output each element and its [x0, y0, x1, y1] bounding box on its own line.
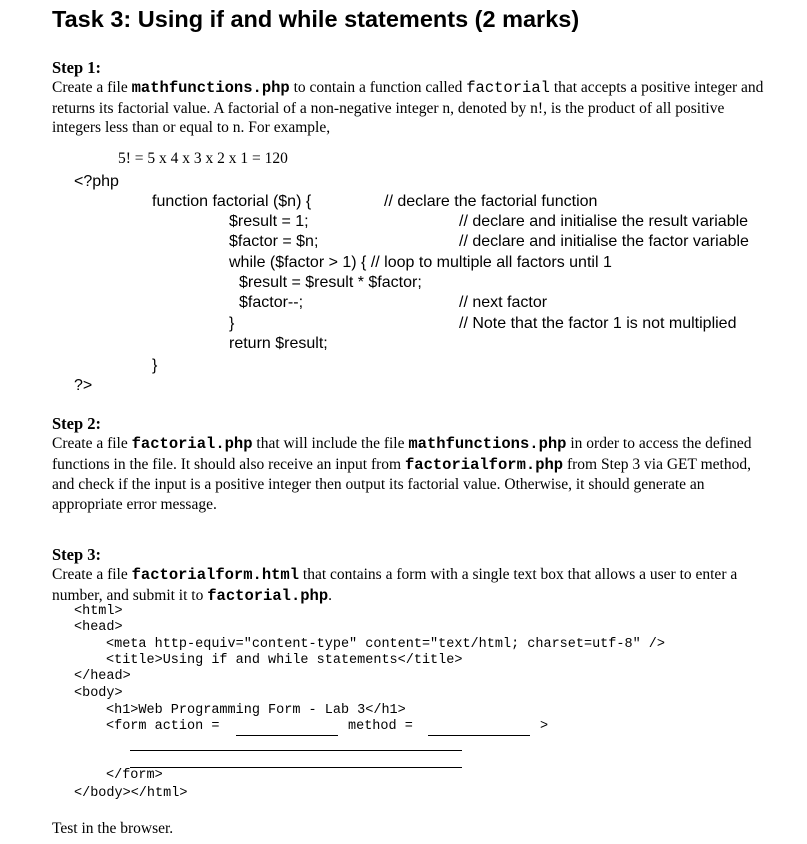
form-action-blank	[236, 735, 338, 736]
php-comment-2: // declare and initialise the result variable	[459, 213, 749, 230]
step2-text-d: from Step 3 via GET method, and check if the input is a positive integer then output its factorial value. Otherwise, it should generate an appropriate error message.	[52, 455, 751, 513]
html-line-form-action: <form action =	[106, 719, 220, 734]
step1-text-c: that accepts a positive integer and returns its factorial value. A factorial of a non-negative integer n, denoted by n!, is the product of all positive integers less than or equal to n. For example,	[52, 79, 764, 136]
php-line-return: return $result;	[229, 335, 328, 352]
html-line-body: <body>	[74, 686, 123, 701]
html-line-form-method: method =	[348, 719, 413, 734]
html-line-title: <title>Using if and while statements</title>	[106, 653, 463, 668]
step3-paragraph	[52, 565, 772, 606]
factorial-example: 5! = 5 x 4 x 3 x 2 x 1 = 120	[118, 150, 288, 167]
step2-text-a: Create a file	[52, 435, 132, 452]
php-line-decrement: $factor--;	[239, 294, 304, 311]
form-method-blank	[428, 735, 530, 736]
html-line-body-close: </body></html>	[74, 786, 188, 801]
step3-file-factorialform: factorialform.html	[131, 566, 300, 584]
step1-fn-factorial: factorial	[466, 79, 550, 97]
step2-heading-text: Step 2	[52, 414, 96, 433]
step2-file-factorialform: factorialform.php	[404, 455, 564, 474]
step3-text-c: .	[328, 586, 333, 604]
php-line-close-function: }	[152, 357, 158, 374]
step2-text-b: that will include the file	[252, 435, 409, 452]
step2-file-factorial: factorial.php	[131, 435, 253, 453]
php-open-tag: <?php	[74, 173, 119, 190]
php-comment-1: // declare the factorial function	[384, 193, 598, 210]
step3-heading: Step 3:	[52, 545, 102, 564]
php-line-close-while: }	[229, 315, 235, 332]
step3-file-factorial: factorial.php	[207, 586, 329, 605]
step1-file-mathfunctions: mathfunctions.php	[131, 79, 290, 97]
php-line-function: function factorial ($n) {	[152, 193, 312, 210]
html-line-form-end: >	[540, 719, 549, 734]
step1-heading-text: Step 1	[52, 58, 96, 77]
php-line-while: while ($factor > 1) { // loop to multiple all factors until 1	[229, 254, 612, 271]
html-line-head: <head>	[74, 620, 123, 635]
php-line-factor: $factor = $n;	[229, 233, 319, 250]
test-instruction: Test in the browser.	[52, 820, 174, 837]
step3-text-b: that contains a form with a single text box that allows a user to enter a number, and submit it to	[52, 566, 738, 604]
step3-text-a: Create a file	[52, 566, 132, 583]
step1-text-a: Create a file	[52, 79, 132, 96]
form-content-blank-1	[130, 750, 462, 751]
step2-heading: Step 2:	[52, 414, 102, 433]
php-line-result: $result = 1;	[229, 213, 309, 230]
php-comment-7: // Note that the factor 1 is not multiplied	[459, 315, 737, 332]
html-line-head-close: </head>	[74, 669, 131, 684]
html-line-form-close: </form>	[106, 768, 163, 783]
step1-heading: Step 1:	[52, 58, 102, 77]
task-title: Task 3: Using if and while statements (2 marks)	[52, 6, 580, 32]
step2-file-mathfunctions: mathfunctions.php	[408, 435, 567, 453]
php-comment-3: // declare and initialise the factor variable	[459, 233, 749, 250]
step1-text-b: to contain a function called	[289, 79, 467, 96]
html-line-html: <html>	[74, 604, 123, 619]
php-comment-6: // next factor	[459, 294, 548, 311]
form-content-blank-2	[130, 767, 462, 768]
step3-heading-text: Step 3	[52, 545, 96, 564]
step2-text-c: in order to access the defined functions in the file. It should also receive an input from	[52, 435, 752, 473]
php-line-multiply: $result = $result * $factor;	[239, 274, 422, 291]
step1-paragraph	[52, 78, 772, 138]
php-close-tag: ?>	[74, 377, 93, 394]
step2-paragraph	[52, 434, 772, 514]
html-line-h1: <h1>Web Programming Form - Lab 3</h1>	[106, 703, 406, 718]
html-line-meta: <meta http-equiv="content-type" content="text/html; charset=utf-8" />	[106, 637, 665, 652]
